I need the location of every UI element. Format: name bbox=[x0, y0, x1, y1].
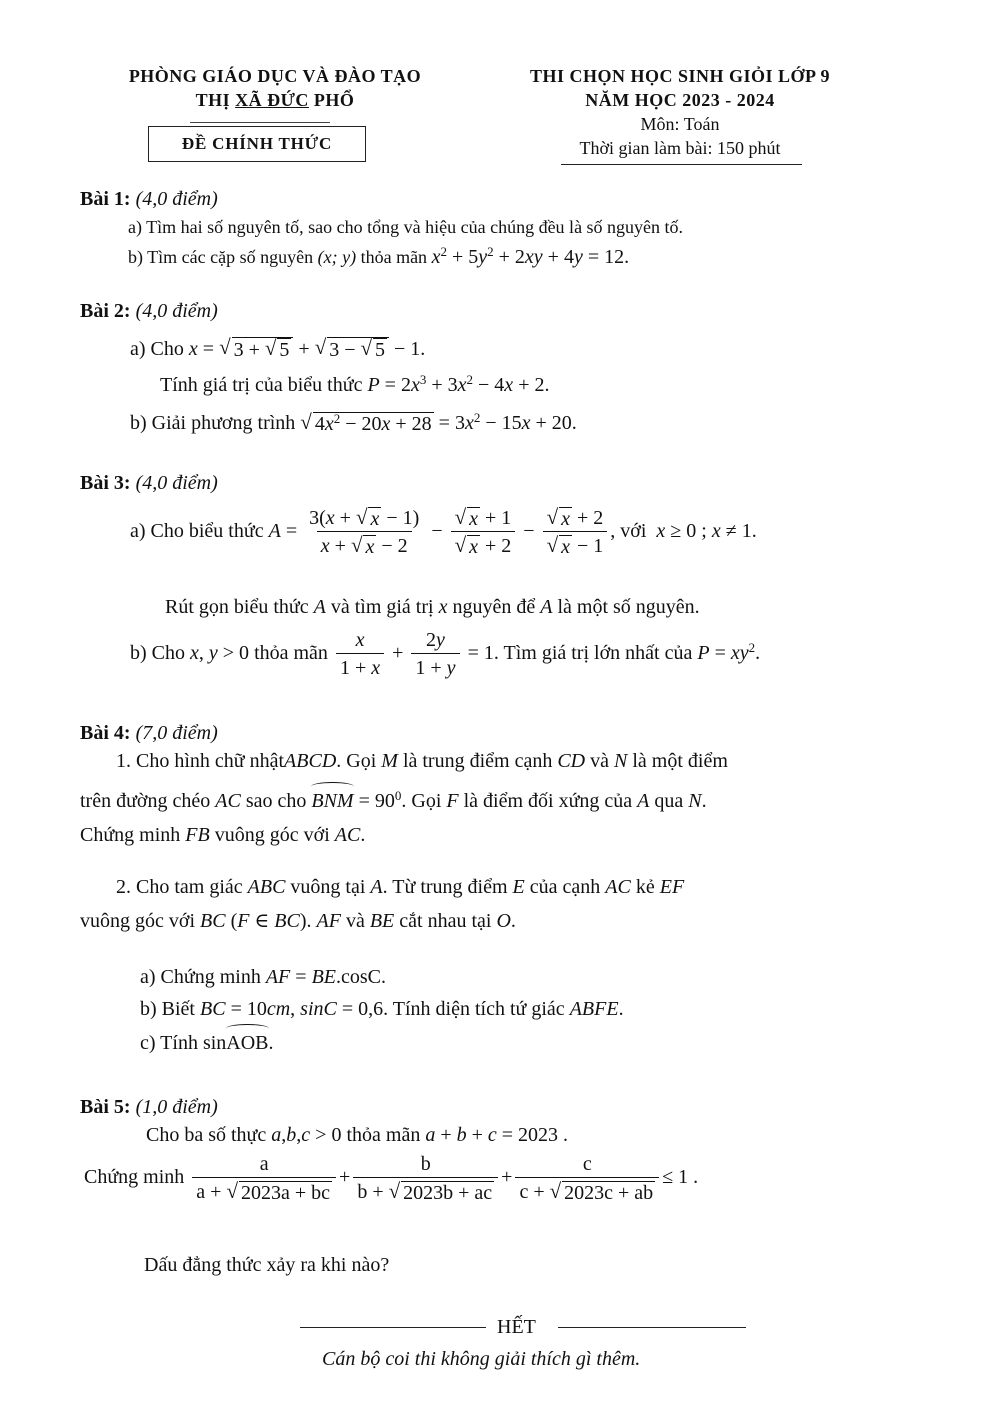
problem-3a-task: Rút gọn biểu thức A và tìm giá trị x nguyên để A là một số nguyên. bbox=[165, 596, 700, 618]
end-mark: HẾT bbox=[497, 1316, 536, 1338]
fraction: b b + √ 2023b + ac bbox=[353, 1152, 498, 1205]
problem-4-1-line1: 1. Cho hình chữ nhậtABCD. Gọi M là trung điểm cạnh CD và N là một điểm bbox=[116, 750, 728, 772]
problem-3b: b) Cho x, y > 0 thỏa mãn $\frac{x}{1 + x}$ + $\frac{2y}{1 + y}$ = 1. Tìm giá trị lớn nhất của $P = xy^2$. bbox=[130, 629, 761, 679]
problem-2-heading: Bài 2: (4,0 điểm) bbox=[80, 300, 218, 322]
duration: Thời gian làm bài: 150 phút bbox=[579, 138, 781, 158]
problem-4-2b: b) Biết BC = 10cm, sinC = 0,6. Tính diện tích tứ giác ABFE. bbox=[140, 998, 624, 1020]
fraction: c c + √ 2023c + ab bbox=[515, 1152, 659, 1205]
problem-4-2-line1: 2. Cho tam giác ABC vuông tại A. Từ trung điểm E của cạnh AC kẻ EF bbox=[116, 876, 685, 898]
problem-5-inequality: Chứng minh a a + √ 2023a + bc + b b + √ 2023b + ac + c c + √ 2023c + ab ≤ 1 . bbox=[84, 1153, 699, 1204]
header-right bbox=[500, 64, 860, 160]
problem-4-2c: c) Tính sinAOB. bbox=[140, 1032, 274, 1054]
header-left bbox=[95, 64, 455, 112]
problem-4-1-line2: trên đường chéo AC sao cho BNM = $90^0$. Gọi F là điểm đối xứng của A qua N. bbox=[80, 787, 707, 812]
divider bbox=[190, 122, 330, 123]
problem-3-heading: Bài 3: (4,0 điểm) bbox=[80, 472, 218, 494]
official-label: ĐỀ CHÍNH THỨC bbox=[148, 126, 366, 162]
problem-1b: b) Tìm các cặp số nguyên (x; y) thỏa mãn $x^2 + 5y^2 + 2xy + 4y = 12$. bbox=[128, 243, 630, 268]
department-name: PHÒNG GIÁO DỤC VÀ ĐÀO TẠO bbox=[128, 66, 422, 86]
problem-2a: a) Cho x = √ 3 + √ 5 + √ 3 − √ 5 − 1. bbox=[130, 335, 426, 361]
exam-title: THI CHỌN HỌC SINH GIỎI LỚP 9 bbox=[529, 66, 831, 86]
subject: Môn: Toán bbox=[640, 114, 720, 134]
district-name: THỊ XÃ ĐỨC PHỔ bbox=[195, 90, 355, 110]
fraction: $\frac{x}{1 + x}$ bbox=[336, 628, 384, 681]
problem-5-heading: Bài 5: (1,0 điểm) bbox=[80, 1096, 218, 1118]
problem-1a: a) Tìm hai số nguyên tố, sao cho tổng và hiệu của chúng đều là số nguyên tố. bbox=[128, 217, 684, 237]
fraction: 3(x + √ x − 1) x + √ x − 2 bbox=[309, 505, 420, 558]
fraction: $\frac{2y}{1 + y}$ bbox=[411, 628, 459, 681]
school-year: NĂM HỌC 2023 - 2024 bbox=[585, 90, 775, 110]
proctor-note: Cán bộ coi thi không giải thích gì thêm. bbox=[322, 1348, 641, 1370]
divider bbox=[300, 1327, 486, 1328]
problem-1-heading: Bài 1: (4,0 điểm) bbox=[80, 188, 218, 210]
problem-5-question: Dấu đẳng thức xảy ra khi nào? bbox=[144, 1254, 390, 1276]
fraction: a a + √ 2023a + bc bbox=[192, 1152, 336, 1205]
fraction: √ x + 1 √ x + 2 bbox=[451, 506, 516, 559]
problem-2b: b) Giải phương trình √ $4x^2 - 20x + 28$ = $3x^2 - 15x + 20$. bbox=[130, 409, 577, 435]
problem-4-2-line2: vuông góc với BC (F ∈ BC). AF và BE cắt nhau tại O. bbox=[80, 910, 516, 932]
divider bbox=[561, 164, 802, 165]
problem-5-condition: Cho ba số thực a,b,c > 0 thỏa mãn a + b + c = 2023 . bbox=[146, 1124, 569, 1146]
problem-3a: a) Cho biểu thức A = 3(x + √ x − 1) x + √ x − 2 − √ x + 1 √ x + 2 − √ x + 2 √ x − 1 , với x ≥ 0 ; x ≠ 1. bbox=[130, 505, 757, 558]
problem-4-2a: a) Chứng minh AF = BE.cosC. bbox=[140, 966, 386, 988]
problem-4-heading: Bài 4: (7,0 điểm) bbox=[80, 722, 218, 744]
problem-2a-expression: Tính giá trị của biểu thức $P = 2x^3 + 3x^2 - 4x + 2$. bbox=[160, 371, 550, 396]
problem-4-1-line3: Chứng minh FB vuông góc với AC. bbox=[80, 824, 366, 846]
divider bbox=[558, 1327, 746, 1328]
fraction: √ x + 2 √ x − 1 bbox=[543, 506, 608, 559]
